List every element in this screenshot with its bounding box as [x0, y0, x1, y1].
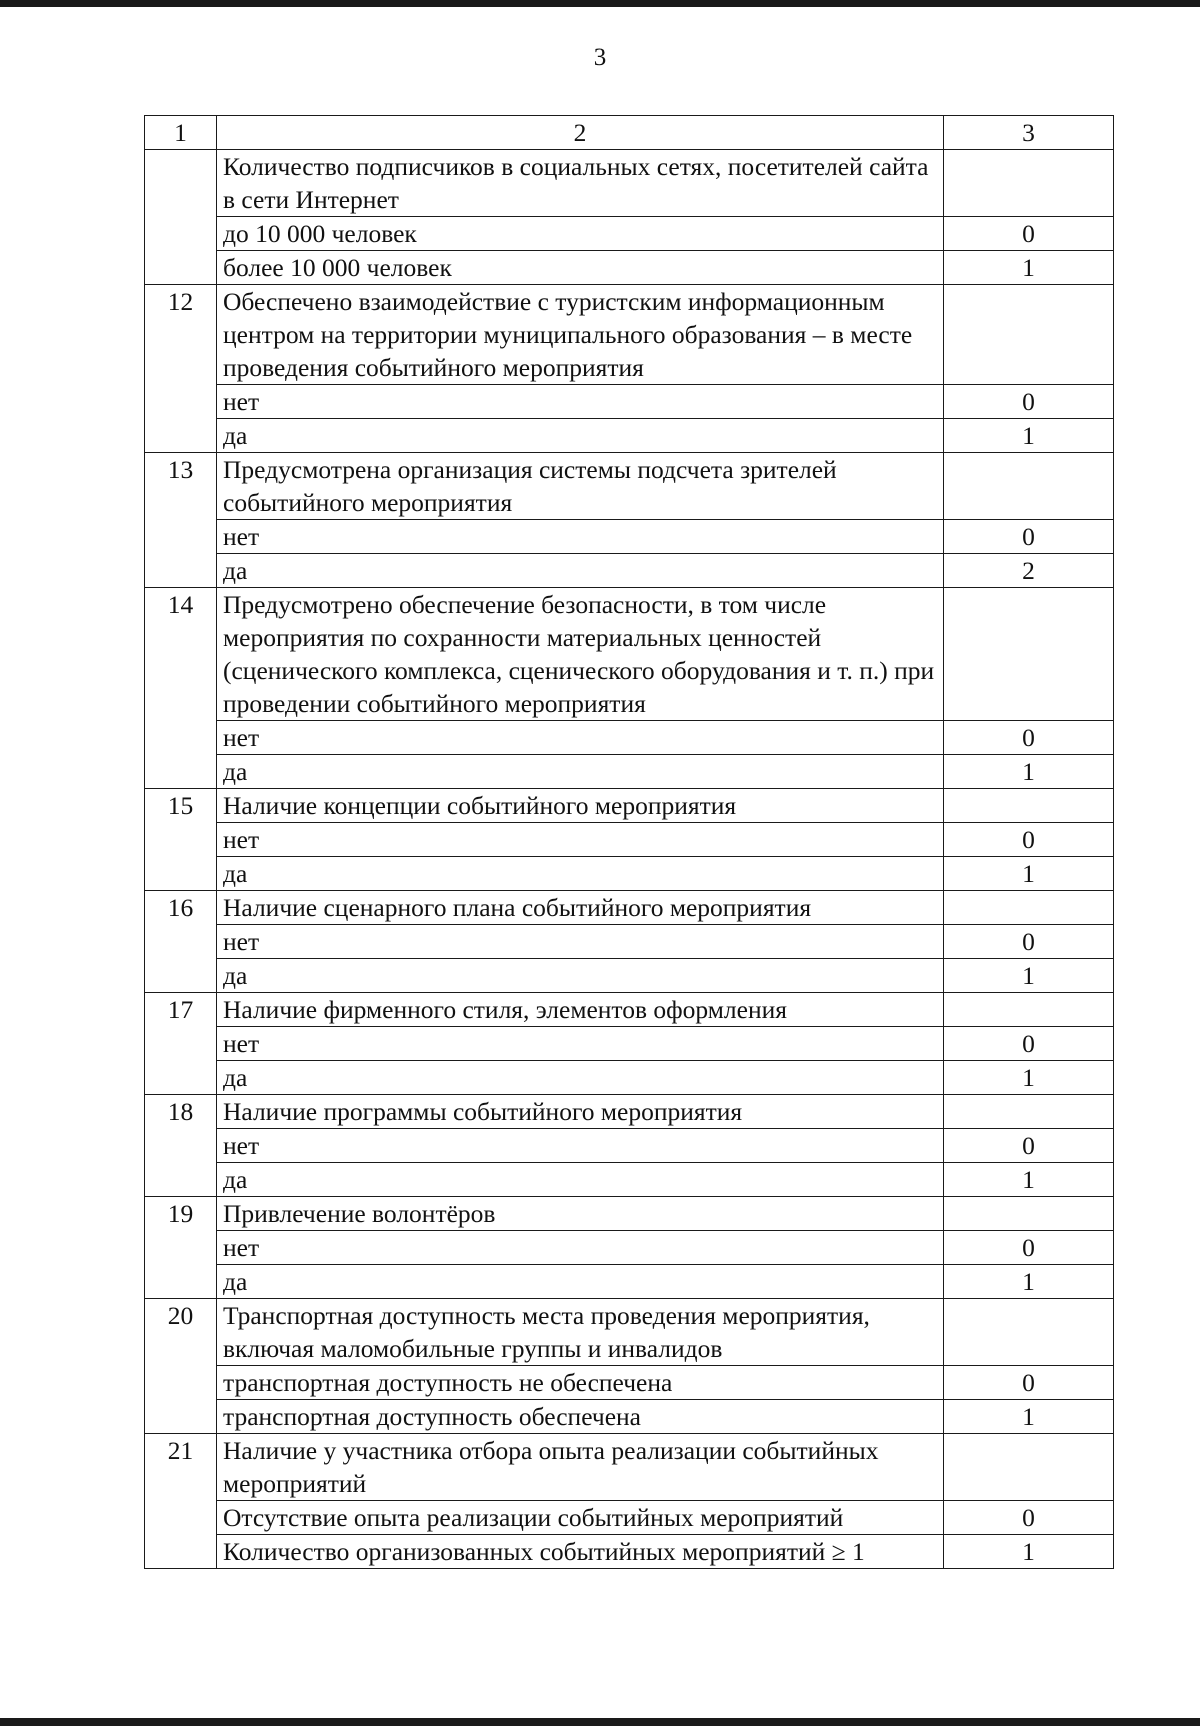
- criterion-title: Предусмотрено обеспечение безопасности, в том числе мероприятия по сохранности материальных ценностей (сценического комплекса, сценического оборудования и т. п.) при проведении событийного мероприятия: [217, 588, 944, 721]
- option-label: транспортная доступность обеспечена: [217, 1400, 944, 1434]
- criterion-score-empty: [944, 1197, 1114, 1231]
- header-cell-2: 2: [217, 116, 944, 150]
- option-label: да: [217, 959, 944, 993]
- criterion-row: [145, 1299, 1114, 1366]
- option-score: 0: [944, 520, 1114, 554]
- option-score: 0: [944, 1129, 1114, 1163]
- option-score: 1: [944, 251, 1114, 285]
- option-row: [145, 520, 1114, 554]
- option-row: [145, 1061, 1114, 1095]
- criterion-number: 12: [145, 285, 217, 453]
- option-row: [145, 419, 1114, 453]
- criterion-number: 18: [145, 1095, 217, 1197]
- option-label: да: [217, 554, 944, 588]
- criterion-number: [145, 150, 217, 285]
- criterion-number: 13: [145, 453, 217, 588]
- option-row: [145, 857, 1114, 891]
- option-score: 0: [944, 385, 1114, 419]
- criterion-row: [145, 150, 1114, 217]
- option-score: 0: [944, 823, 1114, 857]
- option-label: нет: [217, 1231, 944, 1265]
- option-label: до 10 000 человек: [217, 217, 944, 251]
- criterion-row: [145, 453, 1114, 520]
- criterion-number: 15: [145, 789, 217, 891]
- option-row: [145, 1163, 1114, 1197]
- option-score: 0: [944, 1501, 1114, 1535]
- criterion-number: 17: [145, 993, 217, 1095]
- option-score: 1: [944, 1535, 1114, 1569]
- option-score: 1: [944, 1400, 1114, 1434]
- criterion-title: Количество подписчиков в социальных сетях, посетителей сайта в сети Интернет: [217, 150, 944, 217]
- option-label: более 10 000 человек: [217, 251, 944, 285]
- option-label: да: [217, 1163, 944, 1197]
- option-score: 0: [944, 217, 1114, 251]
- criterion-number: 19: [145, 1197, 217, 1299]
- criterion-title: Предусмотрена организация системы подсчета зрителей событийного мероприятия: [217, 453, 944, 520]
- criteria-table-body: [145, 116, 1114, 1569]
- criterion-row: [145, 789, 1114, 823]
- option-row: [145, 925, 1114, 959]
- option-row: [145, 385, 1114, 419]
- option-row: [145, 1231, 1114, 1265]
- criterion-number: 14: [145, 588, 217, 789]
- option-row: [145, 959, 1114, 993]
- option-score: 1: [944, 419, 1114, 453]
- criterion-score-empty: [944, 789, 1114, 823]
- option-label: да: [217, 419, 944, 453]
- criterion-number: 16: [145, 891, 217, 993]
- option-label: нет: [217, 385, 944, 419]
- option-score: 0: [944, 1366, 1114, 1400]
- option-score: 1: [944, 1265, 1114, 1299]
- criterion-number: 21: [145, 1434, 217, 1569]
- option-row: [145, 251, 1114, 285]
- option-row: [145, 1400, 1114, 1434]
- criterion-title: Наличие концепции событийного мероприятия: [217, 789, 944, 823]
- option-score: 1: [944, 1061, 1114, 1095]
- option-label: нет: [217, 823, 944, 857]
- option-label: да: [217, 1265, 944, 1299]
- option-label: Количество организованных событийных мероприятий ≥ 1: [217, 1535, 944, 1569]
- criterion-score-empty: [944, 285, 1114, 385]
- criterion-row: [145, 891, 1114, 925]
- option-label: да: [217, 755, 944, 789]
- header-cell-3: 3: [944, 116, 1114, 150]
- option-label: транспортная доступность не обеспечена: [217, 1366, 944, 1400]
- criterion-title: Наличие сценарного плана событийного мероприятия: [217, 891, 944, 925]
- table-header-row: [145, 116, 1114, 150]
- option-label: нет: [217, 721, 944, 755]
- option-score: 0: [944, 925, 1114, 959]
- option-score: 0: [944, 1231, 1114, 1265]
- criterion-score-empty: [944, 588, 1114, 721]
- option-score: 1: [944, 857, 1114, 891]
- page-number: 3: [593, 44, 607, 71]
- criterion-title: Наличие у участника отбора опыта реализации событийных мероприятий: [217, 1434, 944, 1501]
- header-cell-1: 1: [145, 116, 217, 150]
- criterion-row: [145, 285, 1114, 385]
- criterion-row: [145, 1434, 1114, 1501]
- criterion-score-empty: [944, 1095, 1114, 1129]
- option-label: нет: [217, 520, 944, 554]
- option-label: нет: [217, 1027, 944, 1061]
- option-row: [145, 554, 1114, 588]
- option-row: [145, 217, 1114, 251]
- option-label: нет: [217, 925, 944, 959]
- criterion-score-empty: [944, 150, 1114, 217]
- option-score: 0: [944, 721, 1114, 755]
- option-row: [145, 1265, 1114, 1299]
- criterion-score-empty: [944, 1299, 1114, 1366]
- criterion-score-empty: [944, 1434, 1114, 1501]
- option-score: 1: [944, 755, 1114, 789]
- criterion-row: [145, 993, 1114, 1027]
- option-row: [145, 721, 1114, 755]
- option-label: да: [217, 1061, 944, 1095]
- option-score: 0: [944, 1027, 1114, 1061]
- option-score: 1: [944, 959, 1114, 993]
- criterion-row: [145, 1197, 1114, 1231]
- criterion-title: Транспортная доступность места проведения мероприятия, включая маломобильные группы и инвалидов: [217, 1299, 944, 1366]
- criteria-table: [144, 115, 1114, 1569]
- criterion-score-empty: [944, 993, 1114, 1027]
- option-label: да: [217, 857, 944, 891]
- scan-bottom-edge: [0, 1718, 1200, 1726]
- scan-top-edge: [0, 0, 1200, 7]
- option-label: Отсутствие опыта реализации событийных мероприятий: [217, 1501, 944, 1535]
- option-score: 1: [944, 1163, 1114, 1197]
- criterion-score-empty: [944, 891, 1114, 925]
- criterion-title: Обеспечено взаимодействие с туристским информационным центром на территории муниципального образования – в месте проведения событийного мероприятия: [217, 285, 944, 385]
- option-row: [145, 1027, 1114, 1061]
- criterion-number: 20: [145, 1299, 217, 1434]
- criterion-title: Наличие программы событийного мероприятия: [217, 1095, 944, 1129]
- option-row: [145, 1366, 1114, 1400]
- criterion-row: [145, 1095, 1114, 1129]
- criterion-title: Привлечение волонтёров: [217, 1197, 944, 1231]
- criterion-title: Наличие фирменного стиля, элементов оформления: [217, 993, 944, 1027]
- option-row: [145, 1501, 1114, 1535]
- option-label: нет: [217, 1129, 944, 1163]
- option-row: [145, 755, 1114, 789]
- criterion-row: [145, 588, 1114, 721]
- option-row: [145, 823, 1114, 857]
- option-row: [145, 1129, 1114, 1163]
- option-row: [145, 1535, 1114, 1569]
- option-score: 2: [944, 554, 1114, 588]
- criterion-score-empty: [944, 453, 1114, 520]
